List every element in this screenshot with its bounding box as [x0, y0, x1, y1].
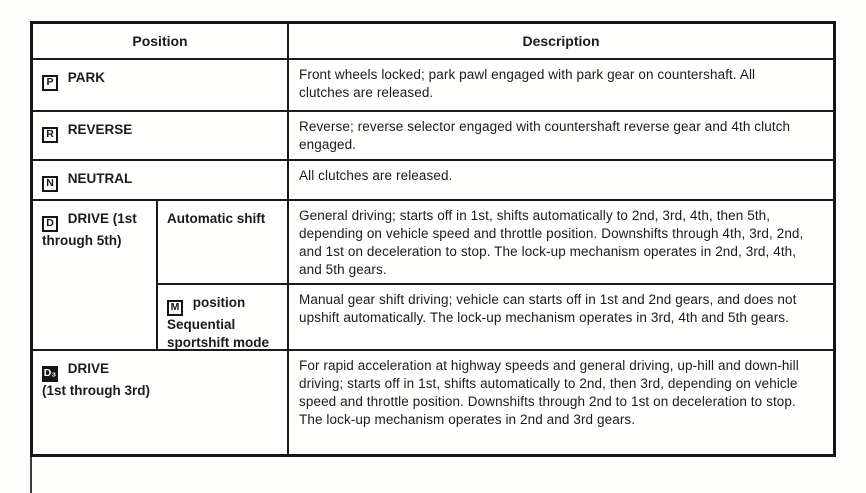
- drive3-gear-badge-icon: D₃: [42, 366, 58, 382]
- header-position-label: Position: [132, 32, 188, 49]
- neutral-label: NEUTRAL: [67, 171, 133, 186]
- row-drive3-position: [33, 351, 289, 454]
- subrow-automatic-shift-label: Automatic shift: [158, 201, 289, 285]
- subrow-m-position-description: Manual gear shift driving; vehicle can starts off in 1st and 2nd gears, and does not upshift automatically. The lock-up mechanism operates in 3rd, 4th and 5th gears.: [289, 285, 833, 351]
- park-gear-badge-icon: P: [42, 75, 58, 91]
- drive3-sublabel: (1st through 3rd): [42, 382, 150, 398]
- table-header-description: [289, 24, 833, 60]
- park-label: PARK: [67, 70, 106, 85]
- subrow-automatic-shift-description: General driving; starts off in 1st, shifts automatically to 2nd, 3rd, 4th, then 5th, depending on vehicle speed and throttle position. Downshifts through 4th, 3rd, 2nd, and 1st on deceleration to stop. The lock-up mechanism operates in 2nd, 3rd, 4th, and 5th gears.: [289, 201, 833, 285]
- reverse-label: REVERSE: [67, 122, 133, 137]
- table-header-position: [33, 24, 289, 60]
- row-park-position: [33, 60, 289, 112]
- subrow-m-position-label: [158, 285, 289, 351]
- header-description-label: Description: [522, 32, 600, 49]
- drive5-label: DRIVE (1st through 5th): [42, 211, 137, 248]
- gear-position-table: [30, 21, 836, 457]
- m-position-badge-icon: M: [167, 300, 183, 316]
- reverse-gear-badge-icon: R: [42, 127, 58, 143]
- row-neutral-position: [33, 161, 289, 201]
- row-neutral-description: All clutches are released.: [289, 161, 833, 201]
- page-left-rule: [30, 457, 32, 493]
- m-position-label: position Sequential sportshift mode: [167, 295, 270, 350]
- row-reverse-position: [33, 112, 289, 161]
- drive3-label: DRIVE: [67, 361, 110, 376]
- row-reverse-description: Reverse; reverse selector engaged with countershaft reverse gear and 4th clutch engaged.: [289, 112, 833, 161]
- row-drive5-position: [33, 201, 158, 351]
- neutral-gear-badge-icon: N: [42, 176, 58, 192]
- row-park-description: Front wheels locked; park pawl engaged with park gear on countershaft. All clutches are released.: [289, 60, 833, 112]
- drive-gear-badge-icon: D: [42, 216, 58, 232]
- row-drive3-description: For rapid acceleration at highway speeds and general driving, up-hill and down-hill driving; starts off in 1st, shifts automatically to 2nd, then 3rd, depending on vehicle speed and throttle position. Downshifts through 2nd to 1st on deceleration to stop. The lock-up mechanism operates in 2nd and 3rd gears.: [299, 358, 799, 427]
